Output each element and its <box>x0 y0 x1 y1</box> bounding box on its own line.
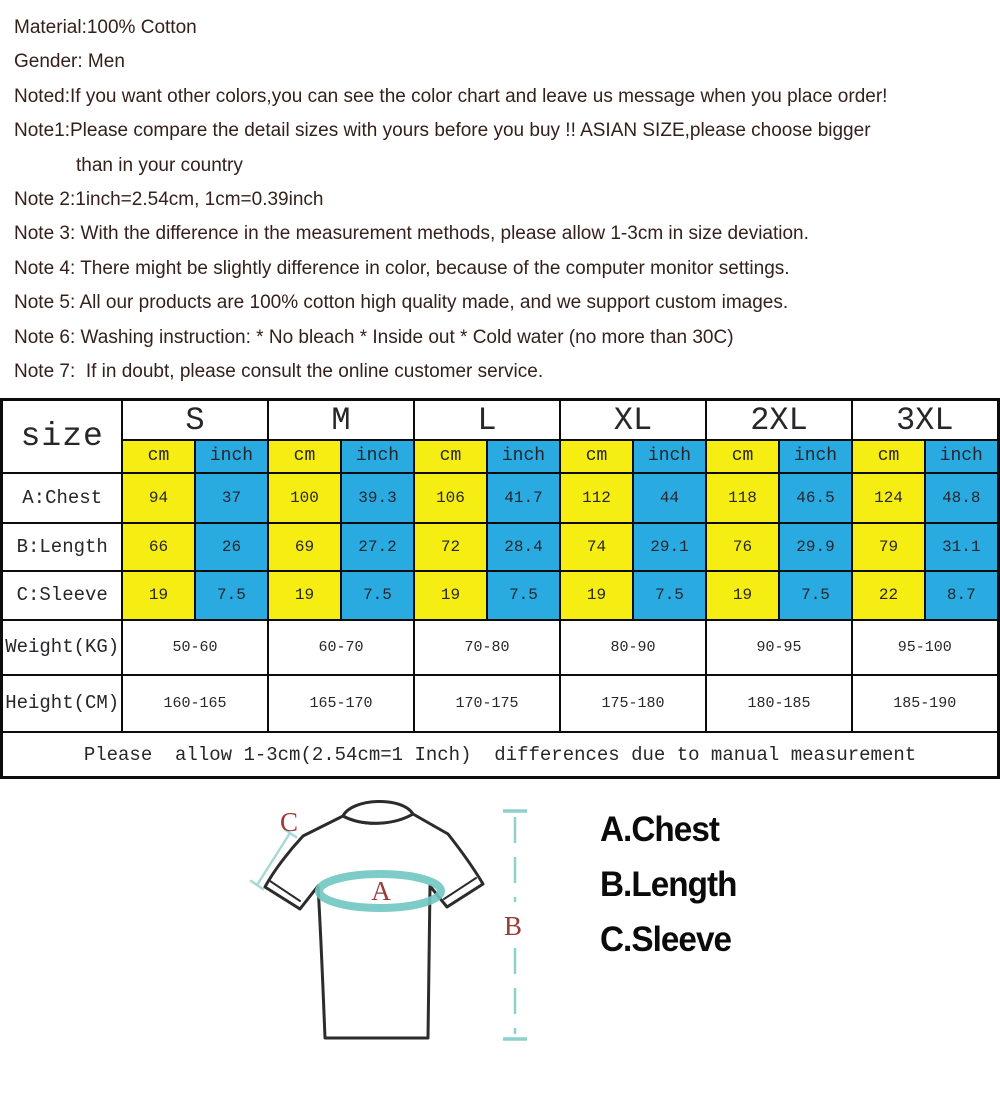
chest-inch-cell: 48.8 <box>925 473 998 523</box>
height-cell: 165-170 <box>268 675 414 732</box>
measurement-diagram <box>0 788 1000 1101</box>
weight-cell: 80-90 <box>560 620 706 675</box>
chest-inch-cell: 37 <box>195 473 268 523</box>
size-column-m: M <box>268 400 414 440</box>
sleeve-marker-letter: C <box>279 807 299 838</box>
unit-header-cm: cm <box>414 440 487 473</box>
chest-inch-cell: 39.3 <box>341 473 414 523</box>
length-cm-cell: 69 <box>268 523 341 571</box>
tshirt-diagram-svg <box>0 788 1000 1101</box>
note-6: Note 6: Washing instruction: * No bleach * Inside out * Cold water (no more than 30C) <box>14 326 734 348</box>
note-7: Note 7: If in doubt, please consult the online customer service. <box>14 361 544 383</box>
unit-header-inch: inch <box>341 440 414 473</box>
row-label-height: Height(CM) <box>2 675 122 732</box>
height-cell: 170-175 <box>414 675 560 732</box>
sleeve-inch-cell: 7.5 <box>341 571 414 620</box>
sleeve-inch-cell: 8.7 <box>925 571 998 620</box>
chest-cm-cell: 94 <box>122 473 195 523</box>
unit-header-cm: cm <box>268 440 341 473</box>
length-inch-cell: 29.1 <box>633 523 706 571</box>
length-inch-cell: 29.9 <box>779 523 852 571</box>
sleeve-cm-cell: 19 <box>414 571 487 620</box>
height-cell: 160-165 <box>122 675 268 732</box>
chest-marker-letter: A <box>371 876 391 907</box>
table-footer-note: Please allow 1-3cm(2.54cm=1 Inch) differences due to manual measurement <box>2 732 998 778</box>
row-label-length: B:Length <box>2 523 122 571</box>
sleeve-cm-cell: 19 <box>122 571 195 620</box>
chest-cm-cell: 106 <box>414 473 487 523</box>
chest-inch-cell: 41.7 <box>487 473 560 523</box>
chest-cm-cell: 118 <box>706 473 779 523</box>
size-corner-label: size <box>2 400 122 473</box>
unit-header-cm: cm <box>560 440 633 473</box>
size-column-s: S <box>122 400 268 440</box>
weight-cell: 50-60 <box>122 620 268 675</box>
unit-header-cm: cm <box>122 440 195 473</box>
weight-cell: 60-70 <box>268 620 414 675</box>
length-inch-cell: 26 <box>195 523 268 571</box>
length-cm-cell: 79 <box>852 523 925 571</box>
note-1-cont: than in your country <box>76 154 243 176</box>
row-label-sleeve: C:Sleeve <box>2 571 122 620</box>
note-gender: Gender: Men <box>14 51 125 73</box>
legend-sleeve: C.Sleeve <box>600 920 732 960</box>
length-inch-cell: 27.2 <box>341 523 414 571</box>
sleeve-cm-cell: 19 <box>706 571 779 620</box>
chest-cm-cell: 112 <box>560 473 633 523</box>
weight-cell: 95-100 <box>852 620 998 675</box>
sleeve-inch-cell: 7.5 <box>195 571 268 620</box>
size-column-xl: XL <box>560 400 706 440</box>
height-cell: 175-180 <box>560 675 706 732</box>
chest-inch-cell: 44 <box>633 473 706 523</box>
note-material: Material:100% Cotton <box>14 17 197 38</box>
unit-header-inch: inch <box>195 440 268 473</box>
unit-header-cm: cm <box>852 440 925 473</box>
legend-length: B.Length <box>600 865 737 905</box>
size-column-3xl: 3XL <box>852 400 998 440</box>
length-cm-cell: 72 <box>414 523 487 571</box>
unit-header-cm: cm <box>706 440 779 473</box>
length-inch-cell: 31.1 <box>925 523 998 571</box>
row-label-chest: A:Chest <box>2 473 122 523</box>
size-chart-table <box>0 398 999 779</box>
note-1: Note1:Please compare the detail sizes with yours before you buy !! ASIAN SIZE,please choose bigger <box>14 120 871 142</box>
note-5: Note 5: All our products are 100% cotton high quality made, and we support custom images. <box>14 292 789 314</box>
height-cell: 180-185 <box>706 675 852 732</box>
sleeve-inch-cell: 7.5 <box>779 571 852 620</box>
unit-header-inch: inch <box>487 440 560 473</box>
note-colors: Noted:If you want other colors,you can see the color chart and leave us message when you place order! <box>14 85 888 107</box>
length-cm-cell: 76 <box>706 523 779 571</box>
weight-cell: 90-95 <box>706 620 852 675</box>
row-label-weight: Weight(KG) <box>2 620 122 675</box>
sleeve-cm-cell: 22 <box>852 571 925 620</box>
sleeve-cm-cell: 19 <box>268 571 341 620</box>
tshirt-collar-path <box>343 802 413 824</box>
length-marker-letter: B <box>503 911 523 942</box>
product-notes <box>0 0 1000 389</box>
weight-cell: 70-80 <box>414 620 560 675</box>
note-2: Note 2:1inch=2.54cm, 1cm=0.39inch <box>14 189 324 211</box>
size-column-2xl: 2XL <box>706 400 852 440</box>
sleeve-cm-cell: 19 <box>560 571 633 620</box>
chest-inch-cell: 46.5 <box>779 473 852 523</box>
note-4: Note 4: There might be slightly difference in color, because of the computer monitor settings. <box>14 257 790 279</box>
length-cm-cell: 74 <box>560 523 633 571</box>
legend-chest: A.Chest <box>600 810 719 850</box>
size-column-l: L <box>414 400 560 440</box>
height-cell: 185-190 <box>852 675 998 732</box>
note-3: Note 3: With the difference in the measurement methods, please allow 1-3cm in size deviation. <box>14 223 809 245</box>
sleeve-inch-cell: 7.5 <box>633 571 706 620</box>
chest-cm-cell: 100 <box>268 473 341 523</box>
unit-header-inch: inch <box>633 440 706 473</box>
length-cm-cell: 66 <box>122 523 195 571</box>
unit-header-inch: inch <box>779 440 852 473</box>
chest-cm-cell: 124 <box>852 473 925 523</box>
tshirt-body-path <box>265 814 483 1038</box>
length-inch-cell: 28.4 <box>487 523 560 571</box>
unit-header-inch: inch <box>925 440 998 473</box>
sleeve-inch-cell: 7.5 <box>487 571 560 620</box>
